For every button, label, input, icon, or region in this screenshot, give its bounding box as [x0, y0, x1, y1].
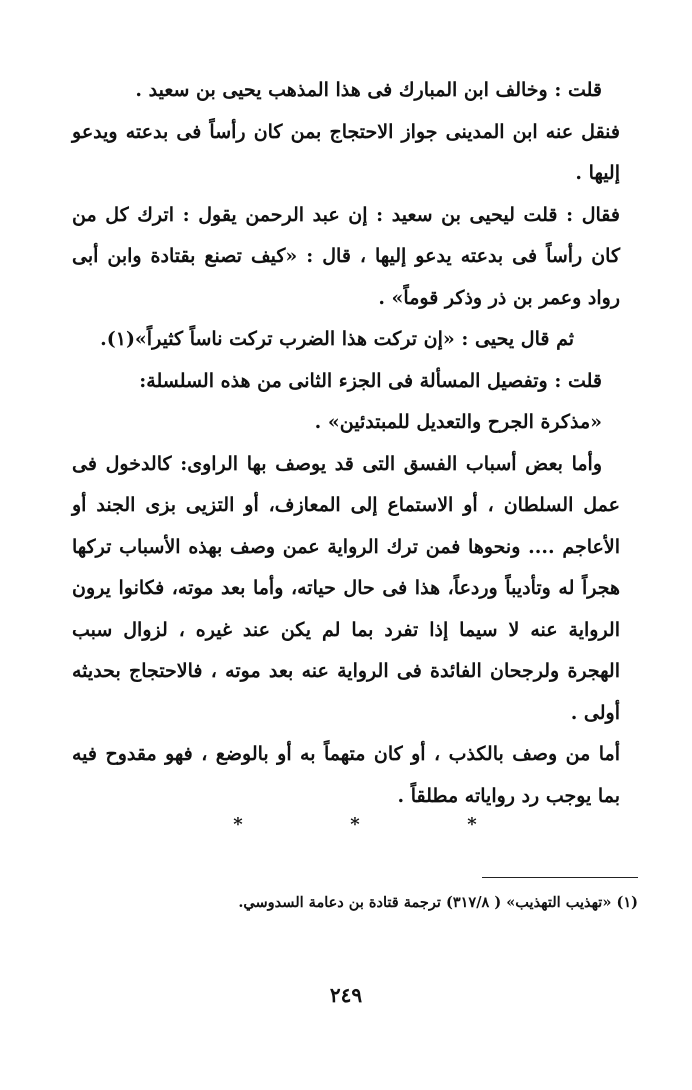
- paragraph-causes-of-fisq: وأما بعض أسباب الفسق التى قد يوصف بها الراوى: كالدخول فى عمل السلطان ، أو الاستماع إلى المعازف، أو التزيى بزى الجند أو الأعاجم .... ونحوها فمن ترك الرواية عمن وصف بهذه الأسباب تركها هجراً له وتأديباً وردعاً، هذا فى حال حياته، وأما بعد موته، فكانوا يرون الرواية عنه لا سيما إذا تفرد بما لم يكن عند غيره ، لزوال سبب الهجرة ولرجحان الفائدة فى الرواية عنه بعد موته ، فالاحتجاج بحديثه أولى .: [72, 452, 620, 724]
- separator-star: *: [233, 814, 243, 835]
- section-separator: [230, 814, 480, 835]
- footnote-divider: [482, 877, 638, 878]
- paragraph-accused-of-lying: أما من وصف بالكذب ، أو كان متهماً به أو بالوضع ، فهو مقدوح فيه بما يوجب رد رواياته مطلقاً .: [72, 743, 620, 807]
- paragraph-book-title: «مذكرة الجرح والتعديل للمبتدئين» .: [314, 411, 602, 433]
- separator-star: *: [467, 814, 477, 835]
- paragraph-yahya-conclusion: ثم قال يحيى : «إن تركت هذا الضرب تركت ناساً كثيراً»(١).: [100, 328, 574, 350]
- separator-star: *: [350, 814, 360, 835]
- page-number: ٢٤٩: [329, 983, 363, 1007]
- paragraph-ibn-mubarak-dissent: قلت : وخالف ابن المبارك فى هذا المذهب يحيى بن سعيد .: [135, 79, 602, 101]
- main-text: [72, 70, 620, 817]
- paragraph-yahya-quote: فقال : قلت ليحيى بن سعيد : إن عبد الرحمن يقول : اترك كل من كان رأساً فى بدعته يدعو إليها ، قال : «كيف تصنع بقتادة وابن أبى رواد وعمر بن ذر وذكر قوماً» .: [72, 203, 620, 309]
- paragraph-ibn-madini-report: فنقل عنه ابن المدينى جواز الاحتجاج بمن كان رأساً فى بدعته ويدعو إليها .: [72, 120, 620, 184]
- footnote: (١) «تهذيب التهذيب» ( ٣١٧/٨) ترجمة قتادة بن دعامة السدوسي.: [238, 894, 638, 911]
- paragraph-series-reference: قلت : وتفصيل المسألة فى الجزء الثانى من هذه السلسلة:: [139, 369, 602, 392]
